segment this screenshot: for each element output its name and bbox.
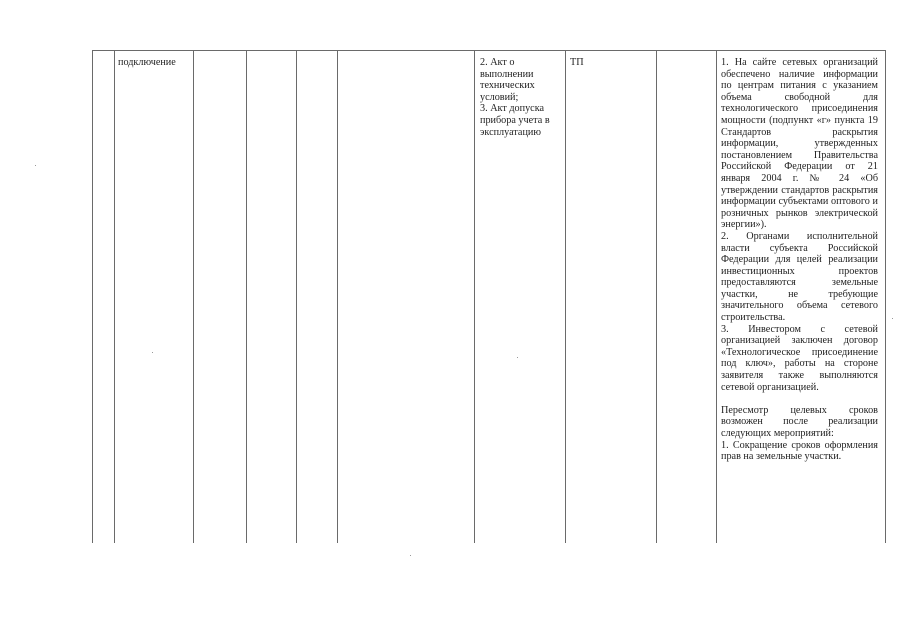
table-column-divider <box>716 50 717 543</box>
table-column-divider <box>296 50 297 543</box>
table-top-border <box>92 50 886 51</box>
revision-item: 1. Сокращение сроков оформления прав на земельные участки. <box>721 439 878 463</box>
condition-item: 2. Органами исполнительной власти субъекта Российской Федерации для целей реализации инвестиционных проектов предоставляются земельные участки, не требующие значительного объема сетевого строительства. <box>721 230 878 324</box>
table-column-divider <box>337 50 338 543</box>
document-item: 3. Акт допуска прибора учета в эксплуатацию <box>480 103 550 138</box>
scan-speck <box>517 357 518 358</box>
paragraph-gap <box>721 393 878 405</box>
scan-speck <box>410 555 411 556</box>
scan-speck <box>892 318 893 319</box>
table-column-divider <box>114 50 115 543</box>
revision-intro: Пересмотр целевых сроков возможен после реализации следующих мероприятий: <box>721 404 878 439</box>
table-column-divider <box>193 50 194 543</box>
table-column-divider <box>656 50 657 543</box>
scan-speck <box>35 165 36 166</box>
cell-documents <box>480 57 564 138</box>
table-column-divider <box>92 50 93 543</box>
document-item: 2. Акт о выполнении технических условий; <box>480 57 535 103</box>
cell-type: ТП <box>570 57 584 68</box>
cell-connection: подключение <box>118 57 176 68</box>
table-column-divider <box>246 50 247 543</box>
table-column-divider <box>474 50 475 543</box>
table-column-divider <box>885 50 886 543</box>
table-column-divider <box>565 50 566 543</box>
cell-conditions <box>721 57 878 463</box>
scan-speck <box>152 352 153 353</box>
condition-item: 1. На сайте сетевых организаций обеспечено наличие информации по центрам питания с указанием объема свободной для технологического присоединения мощности (подпункт «г» пункта 19 Стандартов раскрытия информации, утвержденных постановлением Правительства Российской Федерации от 21 января 2004 г. № 24 «Об утверждении стандартов раскрытия информации субъектами оптового и розничных рынков электрической энергии»). <box>721 57 878 231</box>
condition-item: 3. Инвестором с сетевой организацией заключен договор «Технологическое присоединение под ключ», работы на стороне заявителя также выполняются сетевой организацией. <box>721 323 878 393</box>
